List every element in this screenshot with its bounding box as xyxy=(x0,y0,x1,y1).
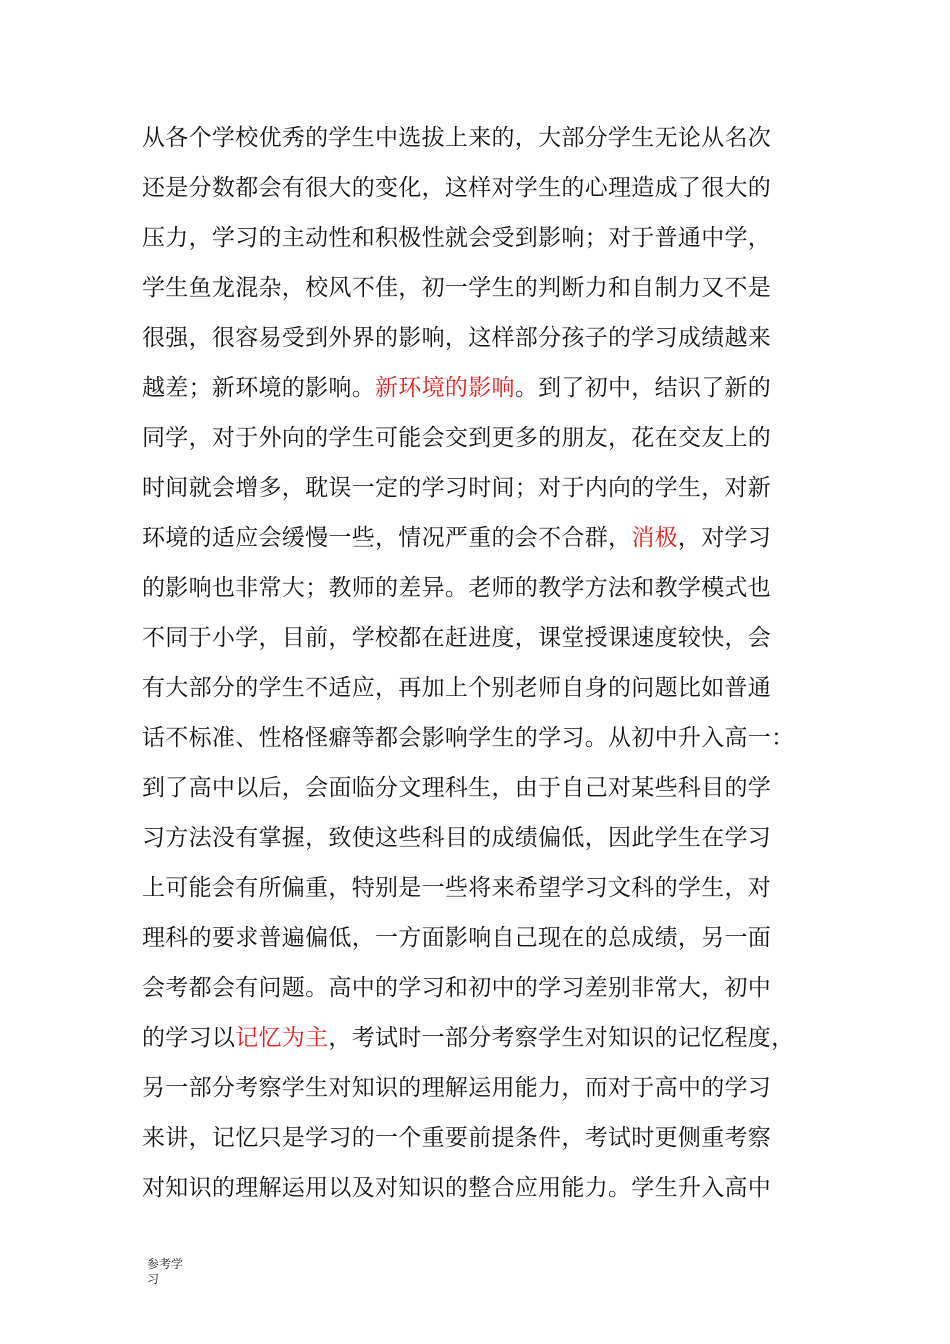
text-line xyxy=(142,863,822,913)
footer-line-1: 参考学 xyxy=(147,1257,184,1271)
text-span: 有大部分的学生不适应，再加上个别老师自身的问题比如普通 xyxy=(142,675,772,701)
text-span: 到了高中以后，会面临分文理科生，由于自己对某些科目的学 xyxy=(142,775,772,801)
text-line xyxy=(142,513,822,563)
text-span: 习方法没有掌握，致使这些科目的成绩偏低，因此学生在学习 xyxy=(142,825,772,851)
text-line xyxy=(142,913,822,963)
body-text xyxy=(142,113,822,1213)
text-span: 很强，很容易受到外界的影响，这样部分孩子的学习成绩越来 xyxy=(142,325,772,351)
text-span: 学生鱼龙混杂，校风不佳，初一学生的判断力和自制力又不是 xyxy=(142,275,772,301)
text-span: 理科的要求普遍偏低，一方面影响自己现在的总成绩，另一面 xyxy=(142,925,772,951)
text-span: 上可能会有所偏重，特别是一些将来希望学习文科的学生，对 xyxy=(142,875,772,901)
text-line xyxy=(142,1063,822,1113)
text-span: 压力，学习的主动性和积极性就会受到影响；对于普通中学， xyxy=(142,225,772,251)
highlighted-text: 记忆为主 xyxy=(235,1025,329,1051)
text-span: 越差；新环境的影响。 xyxy=(142,375,375,401)
text-span: 同学，对于外向的学生可能会交到更多的朋友，花在交友上的 xyxy=(142,425,772,451)
text-line xyxy=(142,113,822,163)
text-line xyxy=(142,963,822,1013)
highlighted-text: 消极 xyxy=(631,525,678,551)
text-span: 从各个学校优秀的学生中选拔上来的，大部分学生无论从名次 xyxy=(142,125,772,151)
text-span: 来讲，记忆只是学习的一个重要前提条件，考试时更侧重考察 xyxy=(142,1125,772,1151)
text-line xyxy=(142,413,822,463)
text-line xyxy=(142,263,822,313)
text-line xyxy=(142,1163,822,1213)
text-span: 会考都会有问题。高中的学习和初中的学习差别非常大，初中 xyxy=(142,975,772,1001)
text-line xyxy=(142,763,822,813)
text-line xyxy=(142,663,822,713)
text-span: 话不标准、性格怪癖等都会影响学生的学习。从初中升入高一： xyxy=(142,725,795,751)
text-span: 对知识的理解运用以及对知识的整合应用能力。学生升入高中 xyxy=(142,1175,772,1201)
text-span: ，考试时一部分考察学生对知识的记忆程度， xyxy=(328,1025,795,1051)
text-line xyxy=(142,163,822,213)
text-span: 还是分数都会有很大的变化，这样对学生的心理造成了很大的 xyxy=(142,175,772,201)
text-span: 不同于小学，目前，学校都在赶进度，课堂授课速度较快，会 xyxy=(142,625,772,651)
text-line xyxy=(142,713,822,763)
text-line xyxy=(142,613,822,663)
text-line xyxy=(142,463,822,513)
text-line xyxy=(142,563,822,613)
text-line xyxy=(142,213,822,263)
text-line xyxy=(142,1013,822,1063)
text-span: 。到了初中，结识了新的 xyxy=(514,375,772,401)
text-line xyxy=(142,1113,822,1163)
footer-line-2: 习 xyxy=(147,1272,160,1286)
text-line xyxy=(142,363,822,413)
text-span: 的学习以 xyxy=(142,1025,236,1051)
text-span: ，对学习 xyxy=(677,525,772,551)
highlighted-text: 新环境的影响 xyxy=(375,375,515,401)
text-line xyxy=(142,313,822,363)
text-span: 另一部分考察学生对知识的理解运用能力，而对于高中的学习 xyxy=(142,1075,772,1101)
text-span: 环境的适应会缓慢一些，情况严重的会不合群， xyxy=(142,525,632,551)
text-span: 的影响也非常大；教师的差异。老师的教学方法和教学模式也 xyxy=(142,575,772,601)
footer-label xyxy=(147,1257,197,1287)
text-line xyxy=(142,813,822,863)
text-span: 时间就会增多，耽误一定的学习时间；对于内向的学生，对新 xyxy=(142,475,772,501)
